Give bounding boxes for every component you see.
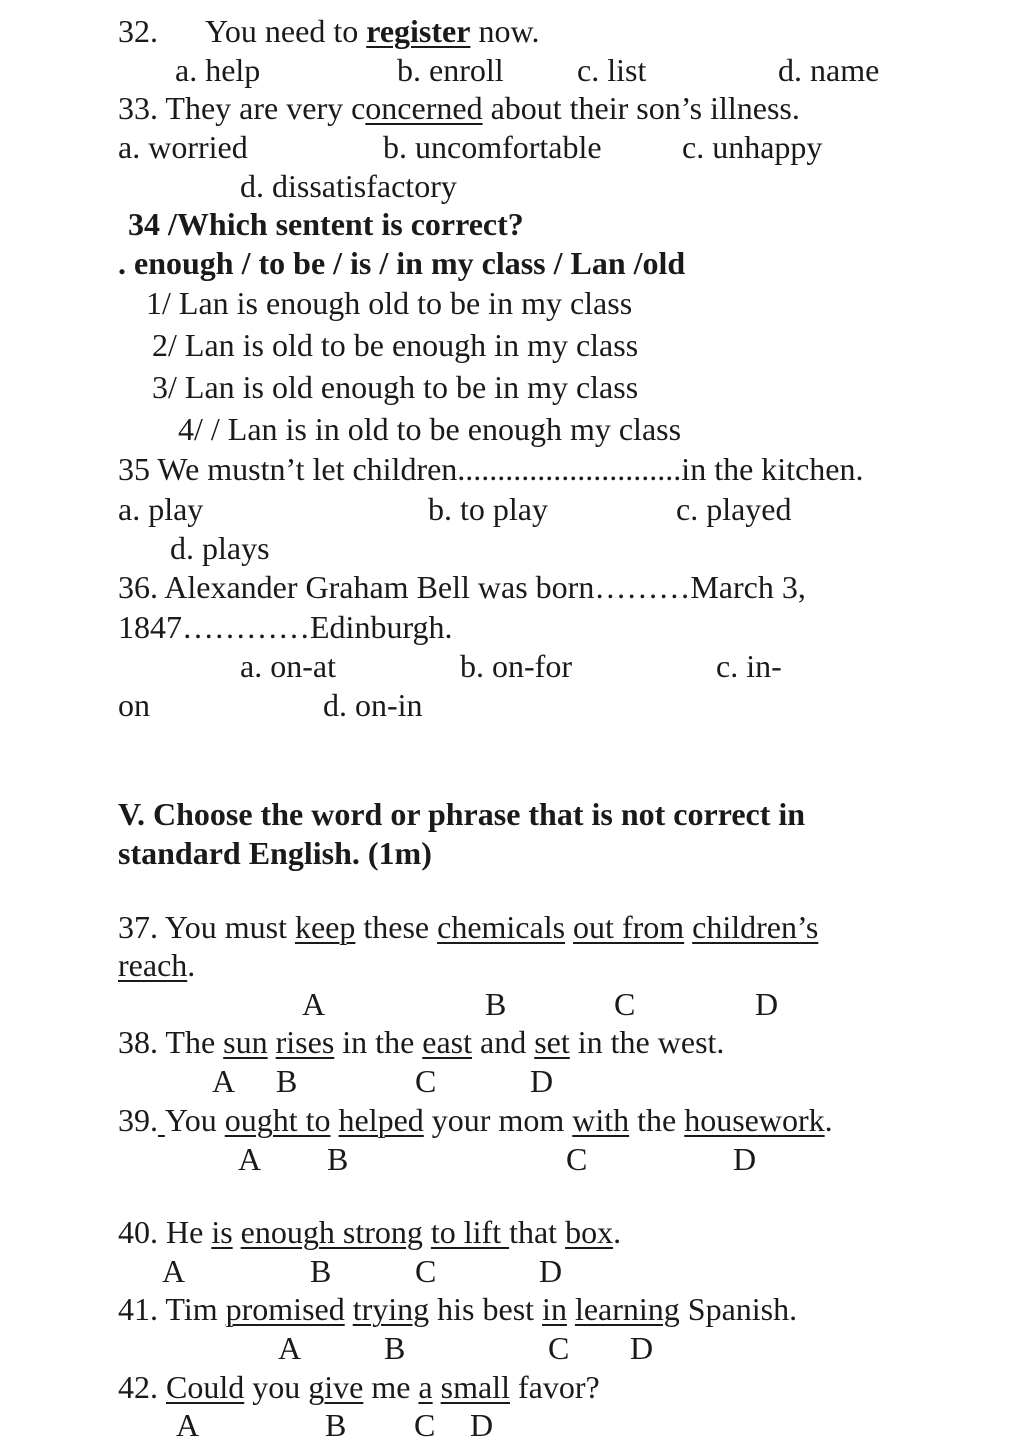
underlined-part-b: chemicals <box>437 909 566 945</box>
option-c: c. in- <box>716 648 782 684</box>
letter-b: B <box>485 986 507 1022</box>
underlined-part-d: reach <box>118 947 188 983</box>
question-35-stem: 35 We mustn’t let children............................in the kitchen. <box>118 451 864 487</box>
option-d: d. on-in <box>323 687 423 723</box>
option-a: a. play <box>118 491 204 527</box>
stem-text <box>423 1214 431 1250</box>
underlined-part-c: a <box>418 1369 433 1405</box>
underlined-part-a: Could <box>166 1369 245 1405</box>
underlined-part-b: enough strong <box>240 1214 423 1250</box>
question-37-stem <box>118 908 818 946</box>
underlined-part-d: small <box>440 1369 510 1405</box>
letter-a: A <box>162 1253 186 1289</box>
stem-text: these <box>355 909 438 945</box>
underlined-part-d: box <box>565 1214 614 1250</box>
stem-text: 38. The <box>118 1024 224 1060</box>
letter-a: A <box>278 1330 302 1366</box>
underlined-part-b: rises <box>275 1024 335 1060</box>
stem-text: 41. Tim <box>118 1291 226 1327</box>
stem-text <box>567 1291 575 1327</box>
question-32-number: 32. <box>118 13 158 49</box>
question-39-stem <box>118 1101 833 1139</box>
letter-c: C <box>414 1407 436 1443</box>
letter-b: B <box>384 1330 406 1366</box>
option-1: 1/ Lan is enough old to be in my class <box>146 285 633 321</box>
option-2: 2/ Lan is old to be enough in my class <box>152 327 639 363</box>
question-33-stem <box>118 89 800 127</box>
option-b: b. on-for <box>460 648 572 684</box>
stem-text: me <box>363 1369 419 1405</box>
stem-text <box>331 1102 339 1138</box>
underlined-part-c: in <box>542 1291 567 1327</box>
letter-b: B <box>276 1063 298 1099</box>
stem-underscore <box>158 1102 165 1138</box>
option-a: a. worried <box>118 129 248 165</box>
option-4: 4/ / Lan is in old to be enough my class <box>178 411 682 447</box>
question-32-stem <box>205 12 539 50</box>
stem-text: your mom <box>423 1102 573 1138</box>
stem-text: 42. <box>118 1369 166 1405</box>
option-b: b. to play <box>428 491 548 527</box>
question-38-stem <box>118 1023 724 1061</box>
underlined-part-b: give <box>308 1369 364 1405</box>
option-c: c. played <box>676 491 792 527</box>
option-c: c. list <box>577 52 647 88</box>
question-36-stem-line1: 36. Alexander Graham Bell was born………March 3, <box>118 569 806 605</box>
stem-text: his best <box>429 1291 543 1327</box>
letter-b: B <box>325 1407 347 1443</box>
underlined-part-b: helped <box>338 1102 424 1138</box>
letter-a: A <box>302 986 326 1022</box>
underlined-part-a: is <box>211 1214 233 1250</box>
letter-b: B <box>327 1141 349 1177</box>
underlined-part-d: set <box>534 1024 570 1060</box>
stem-text: You <box>164 1102 225 1138</box>
letter-a: A <box>212 1063 236 1099</box>
stem-text: . <box>187 947 196 983</box>
stem-text: you <box>244 1369 309 1405</box>
underlined-part-a: ought to <box>224 1102 331 1138</box>
question-41-stem <box>118 1290 797 1328</box>
option-d: d. plays <box>170 530 270 566</box>
option-c: c. unhappy <box>682 129 823 165</box>
letter-d: D <box>733 1141 757 1177</box>
stem-text: You need to <box>205 13 367 49</box>
underlined-word: register <box>366 13 471 49</box>
underlined-part-a: sun <box>223 1024 268 1060</box>
stem-text: in the west. <box>569 1024 725 1060</box>
section-v-heading-cont: standard English. (1m) <box>118 835 432 871</box>
stem-text: . <box>613 1214 622 1250</box>
stem-text: 39. <box>118 1102 158 1138</box>
stem-text <box>684 909 692 945</box>
letter-a: A <box>238 1141 262 1177</box>
option-d: d. dissatisfactory <box>240 168 457 204</box>
question-37-stem-cont <box>118 946 195 984</box>
letter-d: D <box>470 1407 494 1443</box>
underlined-part-d: children’s <box>692 909 819 945</box>
stem-text: in the <box>334 1024 423 1060</box>
underlined-part-c: with <box>572 1102 630 1138</box>
question-40-stem <box>118 1213 621 1251</box>
letter-d: D <box>539 1253 563 1289</box>
underlined-part-a: promised <box>225 1291 345 1327</box>
letter-c: C <box>415 1063 437 1099</box>
letter-c: C <box>415 1253 437 1289</box>
underlined-part-c: out from <box>573 909 685 945</box>
stem-text: 37. You must <box>118 909 295 945</box>
underlined-part-d: learning <box>574 1291 680 1327</box>
option-b: b. enroll <box>397 52 504 88</box>
letter-c: C <box>614 986 636 1022</box>
stem-text: that <box>509 1214 566 1250</box>
question-34-title: 34 /Which sentent is correct? <box>128 206 524 242</box>
question-42-stem <box>118 1368 600 1406</box>
letter-d: D <box>755 986 779 1022</box>
letter-a: A <box>176 1407 200 1443</box>
stem-text <box>565 909 573 945</box>
stem-text: and <box>472 1024 535 1060</box>
letter-d: D <box>630 1330 654 1366</box>
option-a: a. on-at <box>240 648 336 684</box>
stem-text: favor? <box>509 1369 600 1405</box>
option-d: d. name <box>778 52 880 88</box>
question-36-stem-line2: 1847…………Edinburgh. <box>118 609 453 645</box>
stem-text <box>433 1369 441 1405</box>
option-3: 3/ Lan is old enough to be in my class <box>152 369 639 405</box>
letter-d: D <box>530 1063 554 1099</box>
letter-c: C <box>548 1330 570 1366</box>
stem-text <box>345 1291 353 1327</box>
stem-text: 33. They are very c <box>118 90 366 126</box>
question-34-prompt: . enough / to be / is / in my class / Lan /old <box>118 245 686 281</box>
option-b: b. uncomfortable <box>383 129 602 165</box>
underlined-part-a: keep <box>294 909 356 945</box>
stem-text <box>233 1214 241 1250</box>
stem-text: about their son’s illness. <box>482 90 800 126</box>
stem-text <box>268 1024 276 1060</box>
stem-text: the <box>629 1102 685 1138</box>
underlined-word: oncerned <box>365 90 483 126</box>
underlined-part-c: to lift <box>430 1214 510 1250</box>
section-v-heading: V. Choose the word or phrase that is not correct in <box>118 796 806 832</box>
stem-text: . <box>824 1102 833 1138</box>
underlined-part-c: east <box>422 1024 473 1060</box>
option-c-continued: on <box>118 687 150 723</box>
letter-c: C <box>566 1141 588 1177</box>
underlined-part-d: housework <box>684 1102 825 1138</box>
letter-b: B <box>310 1253 332 1289</box>
stem-text: 40. He <box>118 1214 212 1250</box>
stem-text: Spanish. <box>679 1291 798 1327</box>
underlined-part-b: trying <box>352 1291 430 1327</box>
option-a: a. help <box>175 52 261 88</box>
stem-text: now. <box>470 13 540 49</box>
